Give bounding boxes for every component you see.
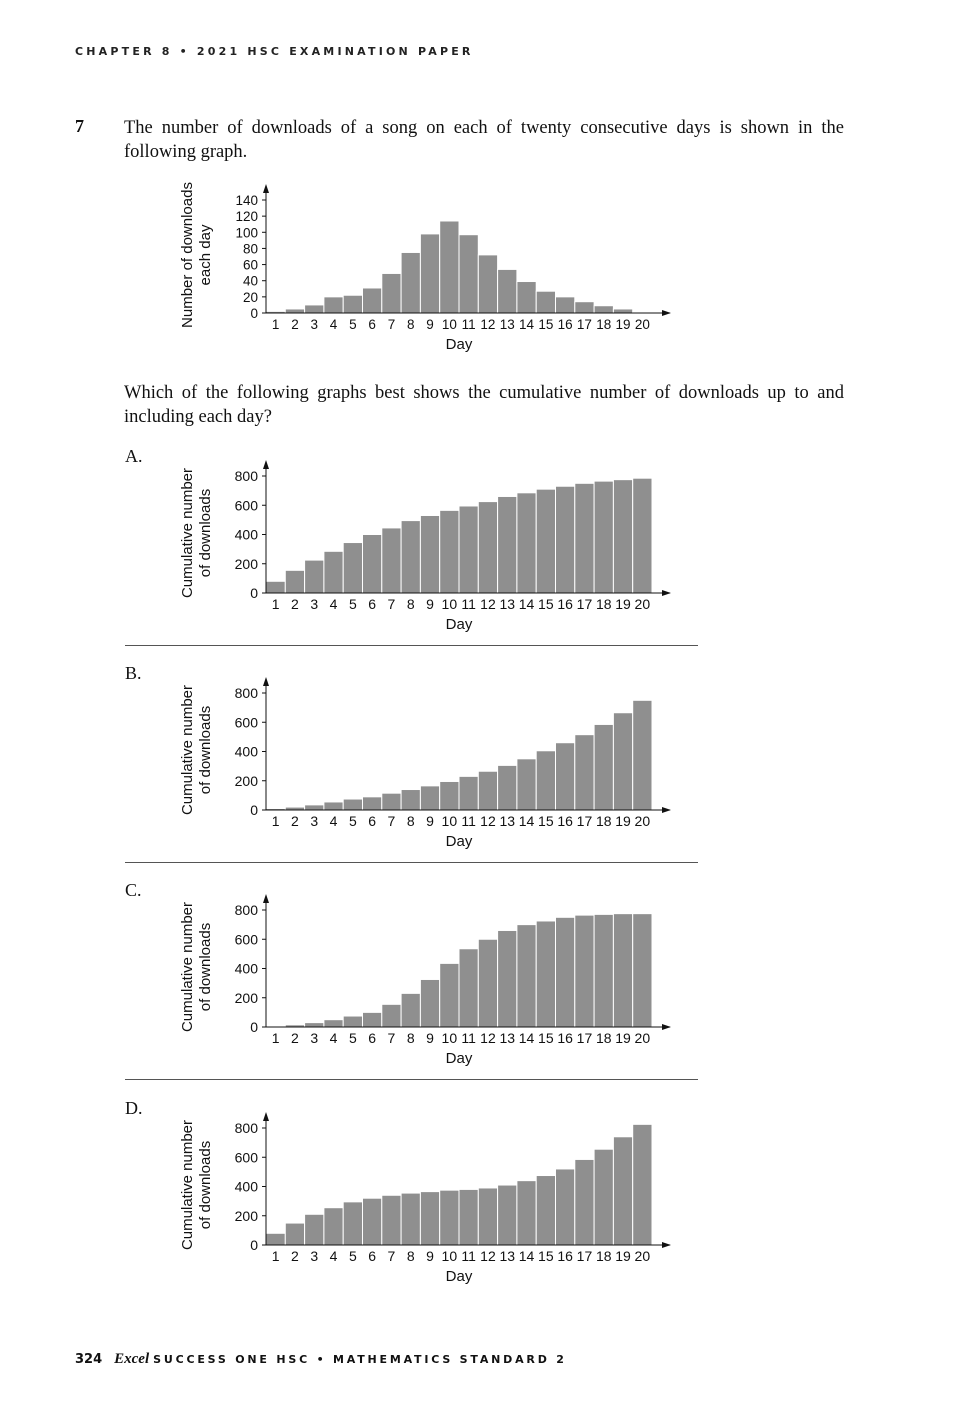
- y-tick-label: 140: [235, 193, 258, 208]
- bar-day-10: [440, 1190, 459, 1245]
- bar-day-4: [324, 1208, 343, 1245]
- x-tick-label: 20: [634, 1248, 651, 1264]
- x-tick-label: 5: [348, 1248, 357, 1264]
- y-tick-label: 200: [234, 555, 258, 572]
- x-tick-label: 9: [426, 1030, 434, 1046]
- bar-day-16: [556, 917, 575, 1027]
- x-tick-label: 5: [348, 813, 357, 829]
- x-tick-label: 11: [461, 1248, 476, 1264]
- y-axis-label-line: of downloads: [197, 488, 214, 578]
- bar-day-10: [440, 781, 459, 810]
- bar-day-11: [459, 235, 478, 313]
- bar-day-4: [324, 551, 343, 593]
- bar-day-17: [575, 302, 594, 313]
- x-tick-label: 9: [426, 1248, 434, 1264]
- bar-day-16: [556, 743, 575, 810]
- bar-day-14: [517, 493, 536, 593]
- option-d-label: D.: [125, 1098, 143, 1118]
- bar-day-19: [613, 914, 632, 1027]
- x-tick-label: 7: [387, 317, 396, 332]
- x-tick-label: 18: [595, 1030, 612, 1046]
- y-axis-label-line: of downloads: [197, 922, 214, 1012]
- bar-day-15: [536, 489, 555, 593]
- x-tick-label: 10: [441, 813, 458, 829]
- bar-day-2: [285, 309, 304, 313]
- x-tick-label: 15: [538, 813, 554, 829]
- bar-day-20: [633, 1124, 652, 1245]
- x-tick-label: 14: [518, 813, 535, 829]
- bar-day-12: [478, 939, 497, 1027]
- x-tick-label: 19: [615, 596, 631, 612]
- x-tick-label: 6: [368, 813, 377, 829]
- bar-day-12: [478, 1188, 497, 1245]
- bar-day-6: [363, 1198, 382, 1245]
- x-tick-label: 18: [595, 596, 612, 612]
- brand-name: Excel: [114, 1351, 150, 1367]
- x-axis-arrow: [662, 310, 671, 316]
- bar-day-14: [517, 925, 536, 1027]
- bar-day-7: [382, 528, 401, 593]
- bar-day-17: [575, 483, 594, 593]
- x-tick-label: 3: [310, 813, 319, 829]
- x-tick-label: 17: [576, 596, 593, 612]
- x-tick-label: 8: [406, 596, 415, 612]
- page-number: 324: [75, 1352, 103, 1367]
- x-tick-label: 2: [291, 813, 299, 829]
- x-tick-label: 20: [634, 596, 651, 612]
- x-tick-label: 8: [406, 813, 415, 829]
- downloads-per-day-chart: [0, 182, 720, 360]
- y-tick-label: 0: [250, 1237, 258, 1253]
- x-tick-label: 15: [538, 596, 554, 612]
- x-tick-label: 12: [480, 813, 496, 829]
- x-tick-label: 13: [499, 1030, 516, 1046]
- bar-day-3: [305, 1023, 324, 1027]
- y-tick-label: 600: [234, 497, 258, 514]
- bar-day-16: [556, 486, 575, 593]
- bar-day-17: [575, 915, 594, 1027]
- bar-day-13: [498, 930, 517, 1027]
- bar-day-11: [459, 776, 478, 810]
- bar-day-18: [594, 481, 613, 593]
- x-tick-label: 6: [368, 596, 377, 612]
- bar-day-10: [440, 510, 459, 593]
- bar-day-10: [440, 221, 459, 313]
- x-tick-label: 17: [576, 813, 593, 829]
- option-a-chart: [0, 445, 720, 640]
- y-axis-label-line: Cumulative number: [179, 684, 196, 816]
- x-tick-label: 12: [480, 1030, 496, 1046]
- x-tick-label: 20: [634, 317, 650, 332]
- y-axis-arrow: [263, 460, 269, 469]
- bar-day-7: [382, 273, 401, 313]
- x-tick-label: 3: [310, 1030, 319, 1046]
- x-tick-label: 4: [329, 1248, 338, 1264]
- x-tick-label: 15: [538, 1248, 554, 1264]
- x-tick-label: 3: [310, 1248, 319, 1264]
- x-tick-label: 12: [480, 1248, 496, 1264]
- bar-day-8: [401, 521, 420, 593]
- bar-day-17: [575, 735, 594, 810]
- x-axis-label: Day: [445, 1268, 473, 1285]
- bar-day-8: [401, 1193, 420, 1245]
- x-tick-label: 15: [538, 317, 554, 332]
- bar-day-2: [285, 1223, 304, 1245]
- bar-day-10: [440, 963, 459, 1027]
- x-tick-label: 17: [576, 1030, 593, 1046]
- y-tick-label: 400: [234, 743, 258, 760]
- x-tick-label: 4: [329, 813, 338, 829]
- bar-day-13: [498, 765, 517, 810]
- x-tick-label: 11: [461, 813, 476, 829]
- bar-day-9: [420, 515, 439, 593]
- y-tick-label: 100: [235, 225, 258, 241]
- bar-day-9: [420, 1192, 439, 1245]
- bar-day-6: [363, 288, 382, 313]
- bar-day-9: [420, 234, 439, 313]
- option-a-label: A.: [125, 446, 143, 466]
- x-axis-label: Day: [445, 833, 473, 850]
- bar-day-3: [305, 305, 324, 313]
- x-tick-label: 8: [406, 1030, 415, 1046]
- x-tick-label: 5: [349, 317, 357, 332]
- x-tick-label: 9: [426, 813, 434, 829]
- separator-line: [125, 862, 698, 863]
- y-axis-label: [179, 685, 214, 815]
- y-tick-label: 600: [234, 714, 258, 731]
- page-header: CHAPTER 8 • 2021 HSC EXAMINATION PAPER: [75, 45, 474, 58]
- bar-day-14: [517, 759, 536, 810]
- bar-day-20: [633, 478, 652, 593]
- x-tick-label: 2: [291, 1248, 299, 1264]
- y-tick-label: 40: [242, 273, 258, 289]
- question-number: 7: [75, 116, 84, 136]
- bar-day-19: [613, 309, 632, 313]
- bar-day-20: [633, 700, 652, 810]
- option-c-label: C.: [125, 880, 142, 900]
- y-axis-label-line: Cumulative number: [179, 901, 196, 1033]
- bar-day-3: [305, 805, 324, 810]
- x-tick-label: 3: [310, 317, 319, 332]
- x-tick-label: 3: [310, 596, 319, 612]
- x-tick-label: 4: [329, 1030, 338, 1046]
- x-tick-label: 14: [518, 596, 535, 612]
- x-axis-arrow: [662, 807, 671, 813]
- x-axis-label: Day: [445, 1050, 473, 1067]
- bar-day-19: [613, 480, 632, 593]
- bar-day-7: [382, 793, 401, 810]
- bar-day-9: [420, 786, 439, 810]
- bar-day-18: [594, 914, 613, 1027]
- bar-day-15: [536, 291, 555, 313]
- y-axis-label: [179, 468, 214, 598]
- x-tick-label: 12: [480, 317, 496, 332]
- y-tick-label: 400: [234, 960, 258, 977]
- x-tick-label: 5: [348, 596, 357, 612]
- y-axis-arrow: [263, 1112, 269, 1121]
- y-axis-label-line: of downloads: [197, 1140, 214, 1230]
- x-tick-label: 7: [387, 1030, 396, 1046]
- x-tick-label: 5: [348, 1030, 357, 1046]
- bar-day-14: [517, 282, 536, 313]
- y-tick-label: 200: [234, 1207, 258, 1224]
- bar-day-17: [575, 1159, 594, 1245]
- bar-day-12: [478, 771, 497, 810]
- bar-day-4: [324, 802, 343, 810]
- x-axis-arrow: [662, 590, 671, 596]
- y-tick-label: 0: [250, 802, 258, 818]
- bar-day-16: [556, 1169, 575, 1245]
- x-tick-label: 8: [406, 1248, 415, 1264]
- x-tick-label: 19: [615, 1030, 631, 1046]
- y-tick-label: 80: [242, 241, 258, 257]
- bar-day-2: [285, 570, 304, 593]
- x-tick-label: 13: [499, 596, 516, 612]
- y-axis-label-line: each day: [197, 224, 214, 286]
- x-tick-label: 1: [271, 317, 280, 332]
- x-tick-label: 15: [538, 1030, 554, 1046]
- bar-day-12: [478, 255, 497, 313]
- x-tick-label: 16: [557, 1030, 573, 1046]
- x-tick-label: 11: [461, 596, 476, 612]
- bar-day-5: [343, 1016, 362, 1027]
- book-title: SUCCESS ONE HSC • MATHEMATICS STANDARD 2: [153, 1353, 567, 1366]
- bar-day-3: [305, 1214, 324, 1245]
- bar-day-7: [382, 1195, 401, 1245]
- bar-day-5: [343, 799, 362, 810]
- x-tick-label: 14: [519, 317, 535, 332]
- bar-day-5: [343, 543, 362, 593]
- x-tick-label: 17: [576, 317, 592, 332]
- x-tick-label: 18: [595, 813, 612, 829]
- x-tick-label: 10: [441, 1248, 458, 1264]
- x-tick-label: 1: [271, 1030, 280, 1046]
- x-tick-label: 6: [368, 1248, 377, 1264]
- bar-day-6: [363, 1012, 382, 1027]
- page-footer: [75, 1350, 567, 1368]
- bar-day-8: [401, 993, 420, 1027]
- y-axis-label: [179, 902, 214, 1032]
- option-b-label: B.: [125, 663, 142, 683]
- x-tick-label: 1: [271, 596, 280, 612]
- x-axis-arrow: [662, 1242, 671, 1248]
- x-tick-label: 13: [499, 813, 516, 829]
- y-tick-label: 60: [242, 257, 258, 273]
- bar-day-3: [305, 560, 324, 593]
- bar-day-18: [594, 1149, 613, 1245]
- option-d-chart: [0, 1097, 720, 1292]
- y-axis-label-line: of downloads: [197, 705, 214, 795]
- question-prompt: Which of the following graphs best shows the cumulative number of downloads up to and including each day?: [124, 383, 844, 427]
- y-tick-label: 200: [234, 772, 258, 789]
- question-intro: The number of downloads of a song on each of twenty consecutive days is shown in the following graph.: [124, 118, 844, 162]
- x-axis-label: Day: [445, 616, 473, 633]
- bar-day-1: [266, 581, 285, 593]
- x-tick-label: 19: [615, 813, 631, 829]
- x-tick-label: 13: [499, 1248, 516, 1264]
- separator-line: [125, 645, 698, 646]
- bar-day-4: [324, 297, 343, 313]
- y-axis-arrow: [263, 894, 269, 903]
- x-tick-label: 16: [557, 596, 573, 612]
- x-tick-label: 16: [557, 813, 573, 829]
- x-tick-label: 6: [368, 317, 376, 332]
- x-tick-label: 13: [499, 317, 515, 332]
- bar-day-15: [536, 751, 555, 810]
- y-tick-label: 800: [234, 685, 258, 701]
- x-axis-arrow: [662, 1024, 671, 1030]
- x-tick-label: 7: [387, 596, 396, 612]
- x-tick-label: 11: [461, 1030, 476, 1046]
- x-tick-label: 14: [518, 1248, 535, 1264]
- x-tick-label: 7: [387, 1248, 396, 1264]
- y-tick-label: 800: [234, 902, 258, 918]
- x-tick-label: 2: [291, 1030, 299, 1046]
- x-tick-label: 12: [480, 596, 496, 612]
- bar-day-8: [401, 790, 420, 810]
- x-tick-label: 14: [518, 1030, 535, 1046]
- bar-day-16: [556, 297, 575, 313]
- y-tick-label: 600: [234, 931, 258, 948]
- bar-day-9: [420, 979, 439, 1027]
- y-axis-label: [179, 1120, 214, 1250]
- bar-day-5: [343, 1202, 362, 1245]
- x-tick-label: 17: [576, 1248, 593, 1264]
- bar-day-18: [594, 724, 613, 810]
- y-axis-label-line: Cumulative number: [179, 1119, 196, 1251]
- x-tick-label: 10: [441, 1030, 458, 1046]
- y-tick-label: 0: [250, 585, 258, 601]
- y-tick-label: 800: [234, 468, 258, 484]
- y-tick-label: 0: [250, 1019, 258, 1035]
- separator-line: [125, 1079, 698, 1080]
- y-tick-label: 600: [234, 1149, 258, 1166]
- bar-day-13: [498, 1185, 517, 1245]
- bar-day-19: [613, 1137, 632, 1245]
- x-tick-label: 16: [557, 1248, 573, 1264]
- x-tick-label: 2: [291, 317, 299, 332]
- x-tick-label: 2: [291, 596, 299, 612]
- bar-day-14: [517, 1181, 536, 1245]
- y-axis-label: [179, 182, 214, 328]
- bar-day-11: [459, 1189, 478, 1245]
- option-c-chart: [0, 879, 720, 1074]
- bar-day-6: [363, 797, 382, 810]
- bar-day-5: [343, 295, 362, 313]
- x-tick-label: 18: [595, 1248, 612, 1264]
- x-tick-label: 10: [441, 317, 457, 332]
- bar-day-11: [459, 949, 478, 1027]
- x-tick-label: 8: [406, 317, 415, 332]
- x-tick-label: 19: [615, 1248, 631, 1264]
- bar-day-15: [536, 921, 555, 1027]
- bar-day-11: [459, 506, 478, 593]
- x-tick-label: 9: [426, 596, 434, 612]
- y-tick-label: 20: [242, 289, 258, 305]
- bar-day-8: [401, 252, 420, 313]
- bar-day-19: [613, 713, 632, 810]
- bar-day-12: [478, 502, 497, 593]
- x-tick-label: 4: [329, 317, 338, 332]
- x-tick-label: 7: [387, 813, 396, 829]
- y-tick-label: 800: [234, 1120, 258, 1136]
- y-axis-arrow: [263, 677, 269, 686]
- y-tick-label: 400: [234, 526, 258, 543]
- y-tick-label: 200: [234, 989, 258, 1006]
- x-tick-label: 20: [634, 1030, 651, 1046]
- bar-day-15: [536, 1176, 555, 1245]
- bar-day-1: [266, 1233, 285, 1245]
- y-axis-label-line: Number of downloads: [179, 182, 196, 328]
- y-tick-label: 0: [250, 306, 258, 321]
- bar-day-18: [594, 306, 613, 313]
- x-tick-label: 10: [441, 596, 458, 612]
- x-tick-label: 20: [634, 813, 651, 829]
- x-tick-label: 19: [615, 317, 631, 332]
- x-tick-label: 16: [557, 317, 573, 332]
- x-tick-label: 4: [329, 596, 338, 612]
- x-tick-label: 18: [596, 317, 612, 332]
- x-tick-label: 6: [368, 1030, 377, 1046]
- x-axis-label: Day: [445, 336, 473, 353]
- option-b-chart: [0, 662, 720, 857]
- x-tick-label: 1: [271, 813, 280, 829]
- bar-day-13: [498, 496, 517, 593]
- x-tick-label: 11: [461, 317, 476, 332]
- y-tick-label: 120: [235, 209, 258, 225]
- y-tick-label: 400: [234, 1178, 258, 1195]
- bar-day-7: [382, 1004, 401, 1027]
- x-tick-label: 9: [426, 317, 434, 332]
- bar-day-6: [363, 535, 382, 594]
- x-tick-label: 1: [271, 1248, 280, 1264]
- bar-day-4: [324, 1020, 343, 1027]
- y-axis-label-line: Cumulative number: [179, 467, 196, 599]
- bar-day-20: [633, 914, 652, 1027]
- y-axis-arrow: [263, 184, 269, 193]
- bar-day-13: [498, 269, 517, 313]
